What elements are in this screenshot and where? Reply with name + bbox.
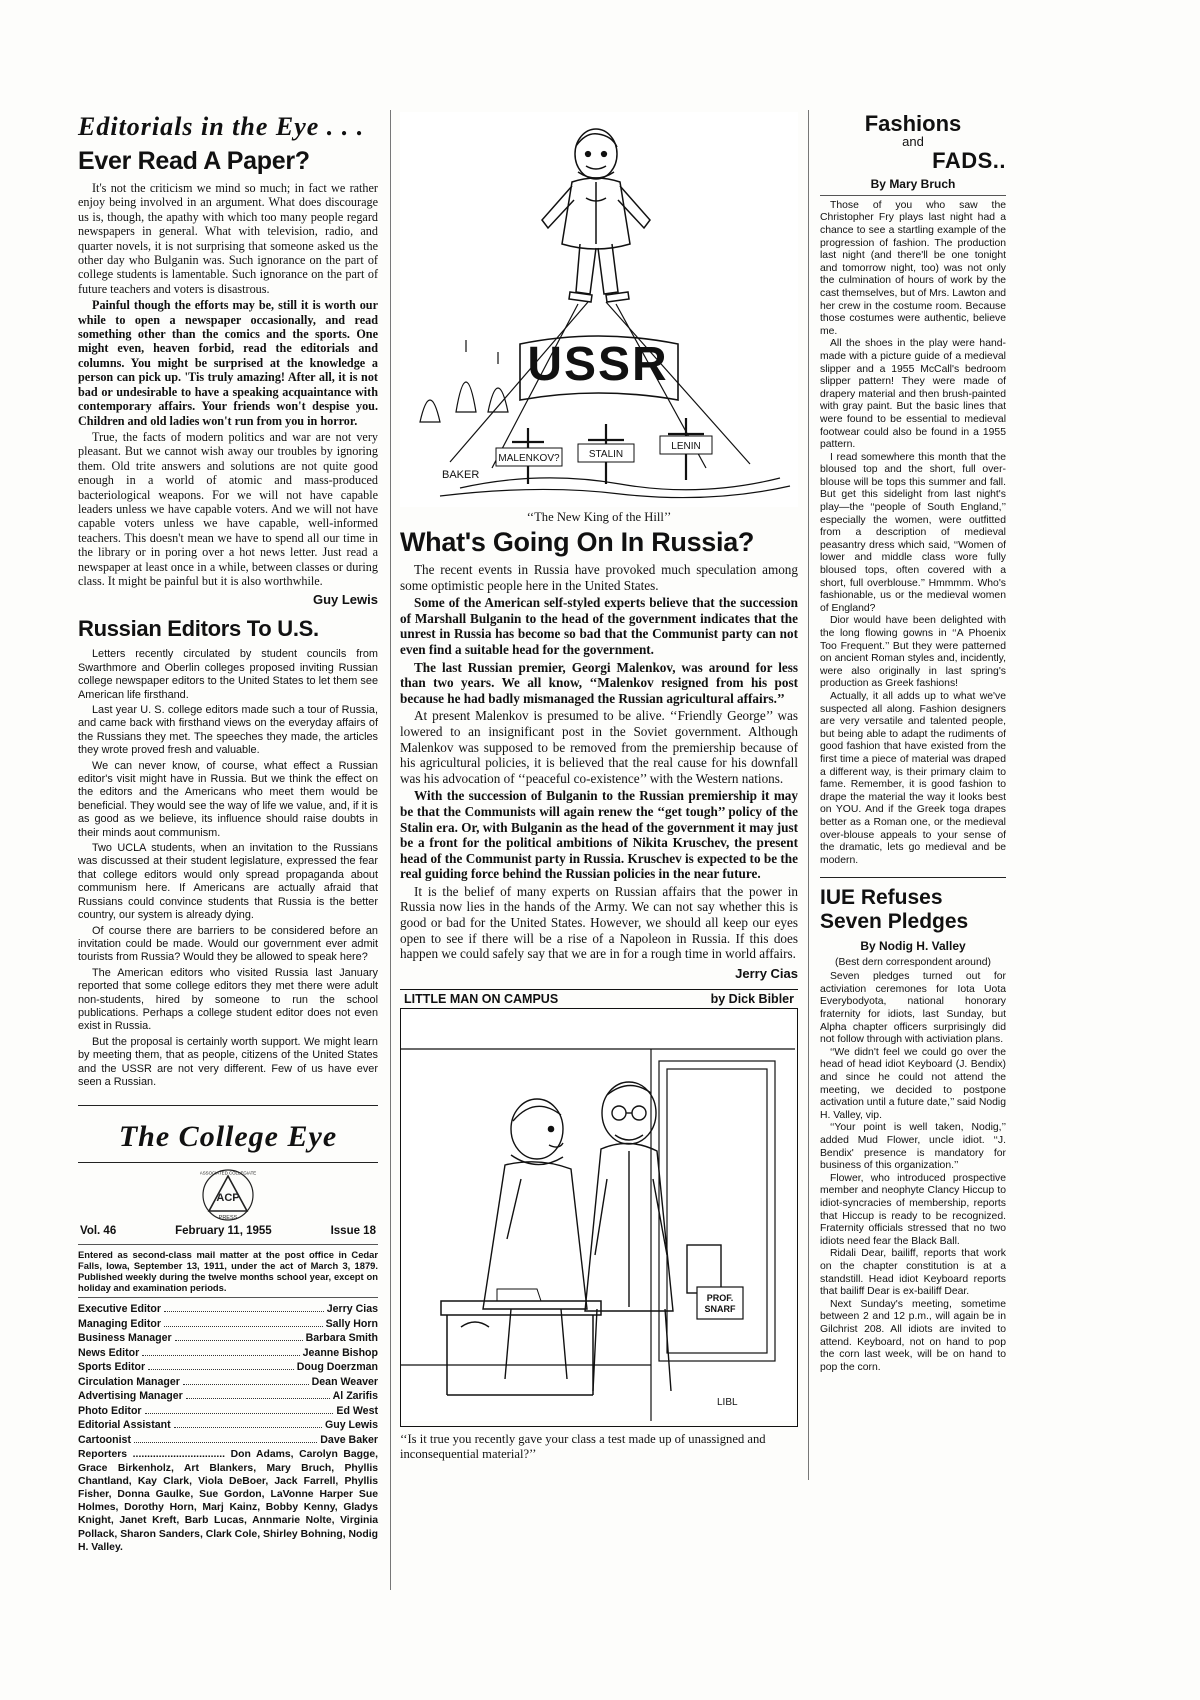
paragraph: Some of the American self-styled experts believe that the succession of Marshall Bulganin to the head of the government indicates that the unrest in Russia has become so bad that the Communist party can not even find a suitable head for the government. — [400, 595, 798, 657]
leader-dots-inline: ................................ — [132, 1449, 231, 1461]
paragraph: True, the facts of modern politics and war are not very pleasant. But we cannot wish away our troubles by ignoring them. Old trite answers and solutions are not quite good enough in a world of atomic and mass-produced bacteriological weapons. For we will not have capable leaders unless we have capable voters. And we will not have capable voters unless we have capable, well-informed teachers. This doesn't mean we have to spend all our time in the library or in poring over a hot news letter. Just read a newspaper at least once in a while, between classes or during class. It might be painful but it is also worthwhile. — [78, 429, 378, 588]
staff-role: News Editor — [78, 1346, 140, 1359]
masthead-volume-line — [78, 1223, 378, 1240]
staff-name: Jerry Cias — [326, 1303, 378, 1316]
svg-text:LENIN: LENIN — [671, 441, 701, 452]
reporters-names: Don Adams, Carolyn Bagge, Grace Birkenholz, Art Blankers, Mary Bruch, Phyllis Chantland, Kay Clark, Viola DeBoer, Jack Farrell, Phyllis Fisher, Donna Gaulke, Sue Gordon, LaVonne Harper Sue Holmes, Dorothy Horn, Marj Kainz, Bobby Kenny, Gladys Knight, Janet Kreft, Barb Lucas, Annmarie Nolte, Virginia Pollack, Sharon Sanders, Clark Cole, Shirley Bohning, Nodig H. Valley. — [78, 1449, 378, 1553]
leader-dots — [148, 1360, 294, 1370]
paragraph: The American editors who visited Russia last January reported that some college editors they met there were adult non-students, hired by someone to run the school publications. Perhaps a college student editor does not even exist in Russia. — [78, 966, 378, 1033]
volume-number: Vol. 46 — [80, 1225, 117, 1238]
leader-dots — [174, 1418, 322, 1428]
staff-row — [78, 1375, 378, 1390]
staff-role: Editorial Assistant — [78, 1419, 171, 1432]
staff-role: Photo Editor — [78, 1404, 142, 1417]
masthead-title: The College Eye — [118, 1120, 338, 1154]
leader-dots — [186, 1389, 330, 1399]
comic-strip-panel — [400, 1008, 798, 1427]
staff-row — [78, 1433, 378, 1448]
staff-row — [78, 1346, 378, 1361]
staff-row — [78, 1360, 378, 1375]
leader-dots — [142, 1346, 299, 1356]
staff-row — [78, 1404, 378, 1419]
article-headline-whats-going-on-in-russia: What's Going On In Russia? — [400, 527, 755, 557]
comic-artwork — [401, 1009, 795, 1421]
svg-text:STALIN: STALIN — [588, 449, 624, 460]
paragraph: Last year U. S. college editors made such a tour of Russia, and came back with firsthand views on the everyday affairs of the Russians they met. The speeches they made, the articles they wrote proved fresh and valuable. — [78, 704, 378, 757]
editorials-section-title: Editorials in the Eye . . . — [78, 112, 365, 141]
paragraph: We can never know, of course, what effect a Russian editor's visit might have in Russia. But we think the effect on the editors and the Americans who meet them would be beneficial. They would see the way of life we value, and, if it is as good as we believe, its influence should raise doubts in their minds aout communism. — [78, 759, 378, 839]
iue-headline-line2: Seven Pledges — [820, 910, 969, 934]
paragraph: Flower, who introduced prospective member and neophyte Clancy Hiccup to idiot-syncracies of membership, reports that Hiccup is ready to be recognized. Fraternity officials stressed that no two idiots need fear the Black Ball. — [820, 1172, 1006, 1247]
middle-column — [400, 112, 798, 1462]
staff-name: Dean Weaver — [311, 1375, 378, 1388]
staff-row — [78, 1389, 378, 1404]
acp-badge-icon — [200, 1169, 256, 1221]
leader-dots — [164, 1317, 323, 1327]
staff-role: Executive Editor — [78, 1303, 162, 1316]
fashions-column-title — [820, 112, 1006, 172]
fashions-title-line2: and — [902, 134, 924, 150]
staff-row — [78, 1317, 378, 1332]
staff-name: Guy Lewis — [325, 1419, 378, 1432]
article-headline-russian-editors: Russian Editors To U.S. — [78, 616, 319, 642]
staff-role: Cartoonist — [78, 1433, 131, 1446]
svg-text:PROF.: PROF. — [706, 1292, 734, 1303]
comic-caption: ‘‘Is it true you recently gave your class a test made up of unassigned and inconsequential material?’’ — [400, 1431, 766, 1461]
cartoon-artwork — [400, 112, 798, 502]
reporters-label: Reporters — [78, 1449, 128, 1461]
comic-strip-header — [400, 989, 798, 1008]
postal-fineprint: Entered as second-class mail matter at the post office in Cedar Falls, Iowa, September 13, 1911, under the act of March 3, 1879. Published weekly during the twelve months school year, except on holiday and examination periods. — [78, 1249, 378, 1294]
svg-text:ASSOCIATED COLLEGIATE: ASSOCIATED COLLEGIATE — [200, 1170, 256, 1176]
paragraph: Of course there are barriers to be considered before an invitation could be made. Would our government ever admit tourists from Russia? Would they be allowed to speak here? — [78, 924, 378, 964]
iue-headline-line1: IUE Refuses — [820, 886, 943, 910]
leader-dots — [183, 1375, 309, 1385]
staff-row — [78, 1302, 378, 1317]
cartoon-caption: ‘‘The New King of the Hill’’ — [526, 510, 672, 524]
comic-strip-artist: by Dick Bibler — [710, 991, 794, 1006]
svg-text:MALENKOV?: MALENKOV? — [498, 453, 560, 464]
paragraph: With the succession of Bulganin to the Russian premiership it may be that the Communists will again renew the ‘‘get tough’’ policy of the Stalin era. Or, with Bulganin as the head of the government it may just be a front for the political ambitions of Nikita Kruschev, the present head of the Communist party in Russia. Kruschev is expected to be the real guiding force behind the Russian policies in the near future. — [400, 788, 798, 882]
paragraph: Those of you who saw the Christopher Fry plays last night had a chance to see a startling example of the progression of fashion. The production last night (and there'll be one tonight and tomorrow night, too) was not only the culmination of hours of work by the cast themselves, but of Mrs. Lawton and her crew in the costume room. Because those costumes were authentic, believe me. — [820, 199, 1006, 337]
staff-row — [78, 1418, 378, 1433]
cartoonist-signature: BAKER — [442, 469, 480, 481]
iue-subnote: (Best dern correspondent around) — [835, 957, 991, 969]
paragraph: Ridali Dear, bailiff, reports that work on the chapter constitution is at a standstill. Head idiot Keyboard reports that bailiff Dear is ex-bailiff Dear. — [820, 1248, 1006, 1298]
comic-strip-title: LITTLE MAN ON CAMPUS — [404, 991, 559, 1006]
paragraph: I read somewhere this month that the bloused top and the short, full over-blouse will be tops this summer and fall. But get this sidelight from last night's play—the ‘‘people of South England,’’ especially the women, were outfitted from a description of medieval peasantry dress which said, ‘‘Women of lower and middle class wore fully bloused tops, often covered with a short, full overblouse.’’ Hmmmm. Who's fashionable, us or the medieval women of England? — [820, 451, 1006, 614]
masthead-rule-bottom — [78, 1162, 378, 1163]
svg-text:SNARF: SNARF — [704, 1303, 736, 1314]
staff-name: Sally Horn — [325, 1317, 378, 1330]
masthead-rule-3 — [78, 1244, 378, 1245]
leader-dots — [164, 1302, 324, 1312]
article-byline: Jerry Cias — [735, 965, 798, 981]
staff-role: Advertising Manager — [78, 1390, 183, 1403]
paragraph: Actually, it all adds up to what we've suspected all along. Fashion designers are very versatile and talented people, but being able to adapt the rudiments of good fashion that have existed from the first time a piece of material was draped a different way, is their primary claim to fame. Remember, it is good fashion to drape the material the way it looks best on YOU. And if the Greek toga drapes better as a Roman one, or the medieval over-blouse appeals to your sense of the dramatic, lets go medieval and be modern. — [820, 690, 1006, 866]
paragraph: It is the belief of many experts on Russian affairs that the power in Russia now lies in the hands of the Army. We can not say whether this is good or bad for the United States. However, we should all keep our eyes open to see if there will be a rise of a Napoleon in Russia. If this does happen we could safely say that we are in for a rough time in world affairs. — [400, 883, 798, 962]
issue-date: February 11, 1955 — [175, 1225, 272, 1238]
staff-name: Barbara Smith — [305, 1332, 378, 1345]
reporters-block — [78, 1448, 378, 1554]
leader-dots — [145, 1404, 334, 1414]
paragraph: The recent events in Russia have provoked much speculation among some optimistic people here in the United States. — [400, 562, 798, 593]
column-divider-left — [390, 110, 391, 1590]
banner-text: USSR — [527, 338, 669, 391]
staff-role: Circulation Manager — [78, 1375, 180, 1388]
right-column — [820, 112, 1006, 1374]
paragraph: Dior would have been delighted with the long flowing gowns in ‘‘A Phoenix Too Frequent.’’ But they were patterned on ancient Roman styles and, incidently, were also originally in last spring's production as Greek fashions! — [820, 615, 1006, 690]
staff-name: Ed West — [336, 1404, 378, 1417]
fashions-title-line3: FADS.. — [932, 147, 1006, 173]
svg-text:PRESS: PRESS — [218, 1215, 238, 1222]
paragraph: ‘‘We didn't feel we could go over the head of head idiot Keyboard (J. Bendix) and since he could not attend the meeting, we decided to postpone activation until a future date,’’ said Nodig H. Valley, vip. — [820, 1046, 1006, 1121]
editorial-cartoon-new-king-of-the-hill — [400, 112, 798, 507]
staff-role: Managing Editor — [78, 1317, 161, 1330]
comic-signature: LIBL — [717, 1396, 738, 1408]
leader-dots — [175, 1331, 303, 1341]
masthead-rule-4 — [78, 1297, 378, 1298]
paragraph: Seven pledges turned out for activiation ceremones for Iota Uota Everybodyota, national honorary fraternity for idiots, last Sunday, but Alpha chapter officers surprisingly did not follow through with activiation plans. — [820, 971, 1006, 1046]
fashions-title-line1: Fashions — [864, 111, 962, 136]
staff-row — [78, 1331, 378, 1346]
paragraph: Two UCLA students, when an invitation to the Russians was discussed at their student legislature, expressed the fear that college editors would only spread propaganda about communism here. If Americans are actually afraid that Russians could convince students that Russia is the better country, our system is already dying. — [78, 842, 378, 922]
staff-name: Dave Baker — [320, 1433, 378, 1446]
left-column — [78, 112, 378, 1554]
fashions-byline: By Mary Bruch — [870, 176, 956, 191]
issue-number: Issue 18 — [330, 1225, 376, 1238]
staff-role: Business Manager — [78, 1332, 172, 1345]
staff-list — [78, 1302, 378, 1447]
staff-name: Jeanne Bishop — [302, 1346, 378, 1359]
paragraph: Next Sunday's meeting, sometime between 2 and 12 p.m., will again be in Gilchrist 208. All idiots are invited to attend. Keyboard, not on hand to pop the corn last week, will be on hand to pop the corn. — [820, 1298, 1006, 1373]
paragraph: Letters recently circulated by student councils from Swarthmore and Oberlin colleges proposed inviting Russian college newspaper editors to the United States to let them see American life firsthand. — [78, 648, 378, 701]
acp-press-badge — [200, 1169, 256, 1221]
paragraph: The last Russian premier, Georgi Malenkov, was around for less than two years. We all know, ‘‘Malenkov resigned from his post because he had badly mismanaged the Russian agricultural affairs.’’ — [400, 659, 798, 706]
paragraph: All the shoes in the play were hand-made with a picture guide of a medieval slipper and a 1955 McCall's bedroom slipper pattern! They were made of drapery material and then brush-painted with gray paint. But the basic lines that were found to be essential to medieval footwear could also be found in a 1955 pattern. — [820, 338, 1006, 451]
fashions-rule — [820, 195, 1006, 196]
paragraph: But the proposal is certainly worth support. We might learn by meeting them, that as people, citizens of the United States and the USSR are not very different. Few of us have ever seen a Russian. — [78, 1035, 378, 1088]
paragraph: It's not the criticism we mind so much; in fact we rather enjoy being involved in an argument. What does discourage us is, though, the apathy with which too many people regard newspapers in general. What with television, radio, and quarter novels, it is not surprising that someone asked us the other day who Bulganin was. Such ignorance on the part of college students is lamentable. Such ignorance on the part of future teachers and voters is disastrous. — [78, 181, 378, 296]
iue-headline — [820, 886, 1006, 934]
iue-byline: By Nodig H. Valley — [860, 939, 966, 954]
masthead-rule-top — [78, 1105, 378, 1106]
leader-dots — [134, 1433, 317, 1443]
paragraph: ‘‘Your point is well taken, Nodig,’’ added Mud Flower, uncle idiot. ‘‘J. Bendix' presence is mandatory for business of this organization.’’ — [820, 1122, 1006, 1172]
staff-role: Sports Editor — [78, 1361, 146, 1374]
column-divider-right — [808, 110, 809, 1480]
staff-name: Al Zarifis — [332, 1390, 378, 1403]
article-byline: Guy Lewis — [312, 592, 378, 608]
svg-text:ACP: ACP — [216, 1192, 240, 1205]
staff-name: Doug Doerzman — [296, 1361, 378, 1374]
paragraph: At present Malenkov is presumed to be alive. ‘‘Friendly George’’ was lowered to an insignificant post in the Soviet government. Although Malenkov was supposed to be removed from the premiership because of his agricultural policies, it is believed that the real cause for his downfall was his advocation of ‘‘peaceful co-existence’’ with the Western nations. — [400, 708, 798, 786]
iue-rule-top — [820, 877, 1006, 878]
article-headline-ever-read-a-paper: Ever Read A Paper? — [78, 147, 310, 175]
paragraph: Painful though the efforts may be, still it is worth our while to open a newspaper occasionally, and read something other than the comics and the sports. One might even, heaven forbid, read the editorials and columns. You might be surprised at the knowledge a person can pick up. 'Tis truly amazing! After all, it is not bad or undesirable to have a speaking acquaintance with contemporary affairs. Your friends won't despise you. Children and old ladies won't run from you in horror. — [78, 298, 378, 428]
